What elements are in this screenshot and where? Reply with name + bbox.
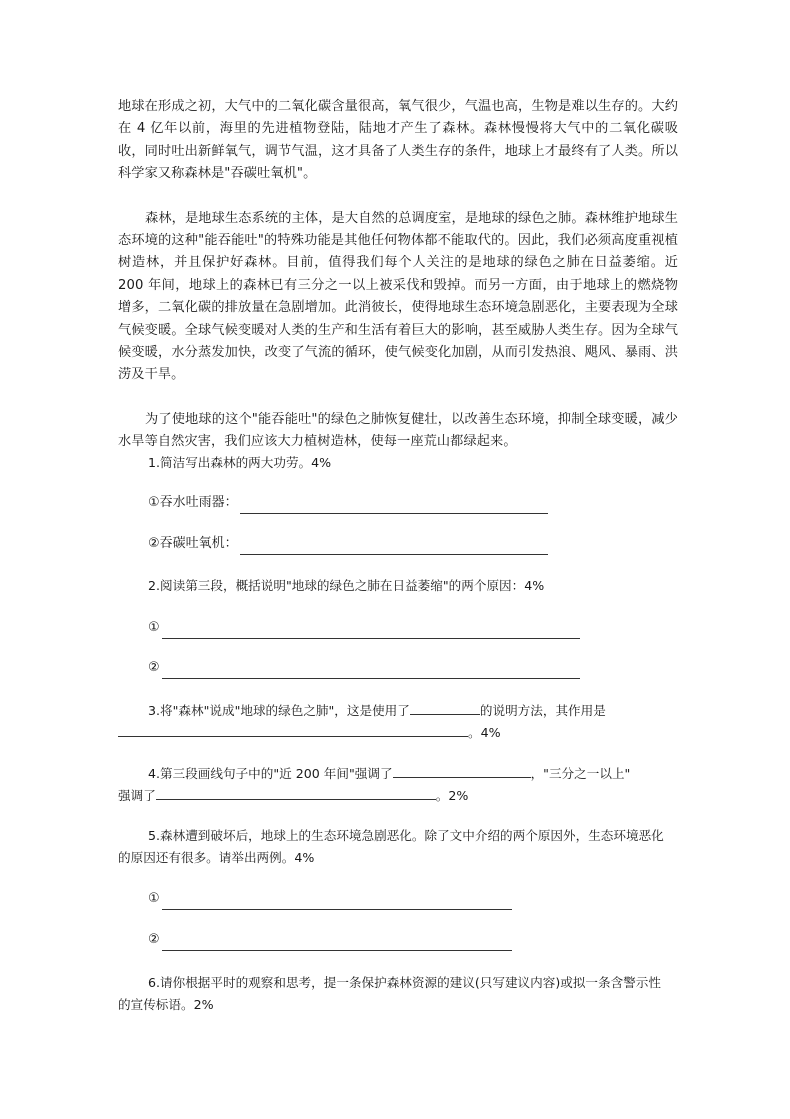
question-3-text-2: 的说明方法，其作用是 [479,703,606,718]
answer-label: ② [148,660,160,675]
question-3 [148,700,688,722]
document-page [118,96,678,454]
question-6: 6.请你根据平时的观察和思考，提一条保护森林资源的建议(只写建议内容)或拟一条含警示性的宣传标语。2% [118,975,661,1012]
question-4-text-3: 强调了 [118,788,156,803]
question-4-text-2: ，"三分之一以上" [530,766,631,781]
question-3-text-1: 3.将"森林"说成"地球的绿色之肺"，这是使用了 [148,703,410,718]
question-3-line-2 [118,722,501,744]
answer-label: ② [148,932,160,947]
question-1-answer-a [118,492,678,514]
question-5-answer-b [118,929,678,951]
question-1-answer-b [118,533,678,555]
question-2-answer-b [118,657,678,679]
answer-blank[interactable] [162,936,512,951]
answer-blank[interactable] [240,540,548,555]
answer-blank[interactable] [410,700,480,715]
question-3-end: 。4% [468,725,501,740]
answer-blank[interactable] [118,722,468,737]
answer-blank[interactable] [162,624,580,639]
question-1: 1.简洁写出森林的两大功劳。4% [148,455,332,470]
answer-blank[interactable] [393,763,531,778]
answer-label: ① [148,891,160,906]
passage-paragraph-3: 为了使地球的这个"能吞能吐"的绿色之肺恢复健壮，以改善生态环境，抑制全球变暖，减少水旱等自然灾害，我们应该大力植树造林，使每一座荒山都绿起来。 [118,411,678,450]
question-5: 5.森林遭到破坏后，地球上的生态环境急剧恶化。除了文中介绍的两个原因外，生态环境恶化的原因还有很多。请举出两例。4% [118,828,664,865]
answer-blank[interactable] [162,664,580,679]
answer-label: ②吞碳吐氧机： [148,536,238,551]
answer-blank[interactable] [162,895,512,910]
question-4-end: 。2% [435,788,469,803]
passage-paragraph-1: 地球在形成之初，大气中的二氧化碳含量很高，氧气很少，气温也高，生物是难以生存的。大约在 4 亿年以前，海里的先进植物登陆，陆地才产生了森林。森林慢慢将大气中的二氧化碳吸收，同时吐出新鲜氧气，调节气温，这才具备了人类生存的条件，地球上才最终有了人类。所以科学家又称森林是"吞碳吐氧机"。 [118,99,678,182]
question-4-line-2 [118,785,468,807]
question-5-answer-a [118,888,678,910]
question-2-answer-a [118,617,678,639]
answer-label: ①吞水吐雨器： [148,495,238,510]
question-2: 2.阅读第三段，概括说明"地球的绿色之肺在日益萎缩"的两个原因：4% [148,578,545,593]
question-4 [148,763,688,785]
answer-label: ① [148,620,160,635]
passage-paragraph-2: 森林，是地球生态系统的主体，是大自然的总调度室，是地球的绿色之肺。森林维护地球生态环境的这种"能吞能吐"的特殊功能是其他任何物体都不能取代的。因此，我们必须高度重视植树造林，并且保护好森林。目前，值得我们每个人关注的是地球的绿色之肺在日益萎缩。近 200 年间，地球上的森林已有三分之一以上被采伐和毁掉。而另一方面，由于地球上的燃烧物增多，二氧化碳的排放量在急剧增加。此消彼长，使得地球生态环境急剧恶化，主要表现为全球气候变暖。全球气候变暖对人类的生产和生活有着巨大的影响，甚至威胁人类生存。因为全球气候变暖，水分蒸发加快，改变了气流的循环，使气候变化加剧，从而引发热浪、飓风、暴雨、洪涝及干旱。 [118,210,678,383]
question-4-text-1: 4.第三段画线句子中的"近 200 年间"强调了 [148,766,393,781]
answer-blank[interactable] [156,785,436,800]
answer-blank[interactable] [240,499,548,514]
